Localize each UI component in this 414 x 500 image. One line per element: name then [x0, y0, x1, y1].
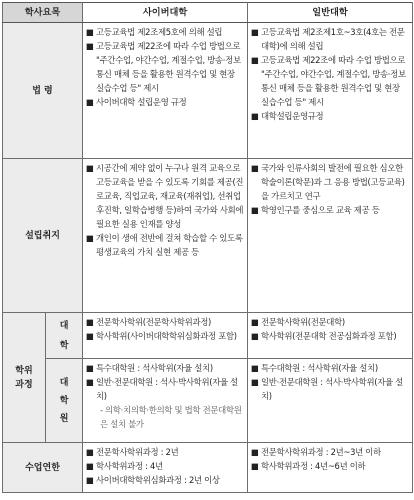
grad-general	[248, 359, 413, 443]
list-item: ■ 고등교육법 제2조제5호에 의해 설립	[86, 27, 223, 37]
label-degree: 학위 과정	[3, 313, 46, 443]
list-item: ■ 학영인구를 중심으로 교육 제공 등	[251, 205, 380, 215]
list-item: ■ 특수대학원 : 석사학위(자율 설치)	[251, 363, 378, 373]
list-item: ■ 개인이 생애 전반에 걸쳐 학습할 수 있도록 평생교육의 가치 실현 제공 등	[86, 233, 243, 257]
list-item: ■ 전문학사학위(전문학사학위과정)	[86, 317, 212, 327]
row-purpose	[3, 159, 413, 313]
term-general	[248, 443, 413, 493]
label-law: 법 령	[3, 23, 83, 159]
undergrad-cyber	[83, 313, 248, 359]
row-term	[3, 443, 413, 493]
list-item: ■ 고등교육법 제2조제1호~3호(4호는 전문대학)에 의해 설립	[251, 27, 405, 51]
grad-cyber	[83, 359, 248, 443]
header-cyber-university: 사이버대학	[83, 3, 248, 23]
label-purpose: 설립취지	[3, 159, 83, 313]
grad-cyber-note: - 의학·치의학·한의학 및 법학 전문대학원은 설치 불가	[100, 405, 242, 429]
header-general-university: 일반대학	[248, 3, 413, 23]
row-degree-grad	[3, 359, 413, 443]
list-item: ■ 학사학위(전문대학 전공심화과정 포함)	[251, 331, 397, 341]
list-item: ■ 전문학사학위과정 : 2년~3년 이하	[251, 447, 381, 457]
list-item: ■ 고등교육법 제22조에 따라 수업 방법으로 "주간수업, 야간수업, 계절수업, 방송·정보통신 매체 등을 활용한 원격수업 및 현장 실습수업 등" 제시	[86, 41, 241, 93]
purpose-cyber	[83, 159, 248, 313]
list-item: ■ 학사학위과정 : 4년~6년 이하	[251, 461, 366, 471]
list-item: ■ 전문학사학위과정 : 2년	[86, 447, 179, 457]
list-item: ■ 학사학위과정 : 4년	[86, 461, 163, 471]
list-item: ■ 일반·전문대학원 : 석사·박사학위(자율 설치)	[251, 377, 403, 401]
purpose-general	[248, 159, 413, 313]
label-grad: 대 학 원	[46, 359, 83, 443]
list-item: ■ 국가와 인류사회의 발전에 필요한 심오한 학술이론(학문)과 그 응용 방법(고등교육)을 가르치고 연구	[251, 163, 405, 201]
list-item: ■ 대학설립운영규정	[251, 111, 324, 121]
law-cyber	[83, 23, 248, 159]
header-subject: 학사요목	[3, 3, 83, 23]
label-undergrad: 대 학	[46, 313, 83, 359]
header-row	[3, 3, 413, 23]
law-general	[248, 23, 413, 159]
term-cyber	[83, 443, 248, 493]
row-degree-undergrad	[3, 313, 413, 359]
list-item: ■ 일반·전문대학원 : 석사·박사학위(자율 설치)	[86, 377, 238, 401]
list-item: ■ 시공간에 제약 없이 누구나 원격 교육으로 고등교육을 받을 수 있도록 기회를 제공(진로교육, 직업교육, 재교육(재취업), 선취업 후진학, 일학습병행 등)하여 국가와 사회에 필요한 실용 인재를 양성	[86, 163, 244, 229]
list-item: ■ 고등교육법 제22조에 따라 수업 방법으로 "주간수업, 야간수업, 계절수업, 방송·정보통신 매체 등을 활용한 원격수업 및 현장 실습수업 등" 제시	[251, 55, 406, 107]
list-item: ■ 학사학위(사이버대학학위심화과정 포함)	[86, 331, 237, 341]
label-term: 수업연한	[3, 443, 83, 493]
list-item: ■ 특수대학원 : 석사학위(자율 설치)	[86, 363, 213, 373]
undergrad-general	[248, 313, 413, 359]
list-item: ■ 사이버대학학위심화과정 : 2년 이상	[86, 475, 220, 485]
row-law	[3, 23, 413, 159]
list-item: ■ 사이버대학 설립운영 규정	[86, 97, 187, 107]
list-item: ■ 전문학사학위(전문대학)	[251, 317, 345, 327]
comparison-table	[2, 2, 413, 493]
